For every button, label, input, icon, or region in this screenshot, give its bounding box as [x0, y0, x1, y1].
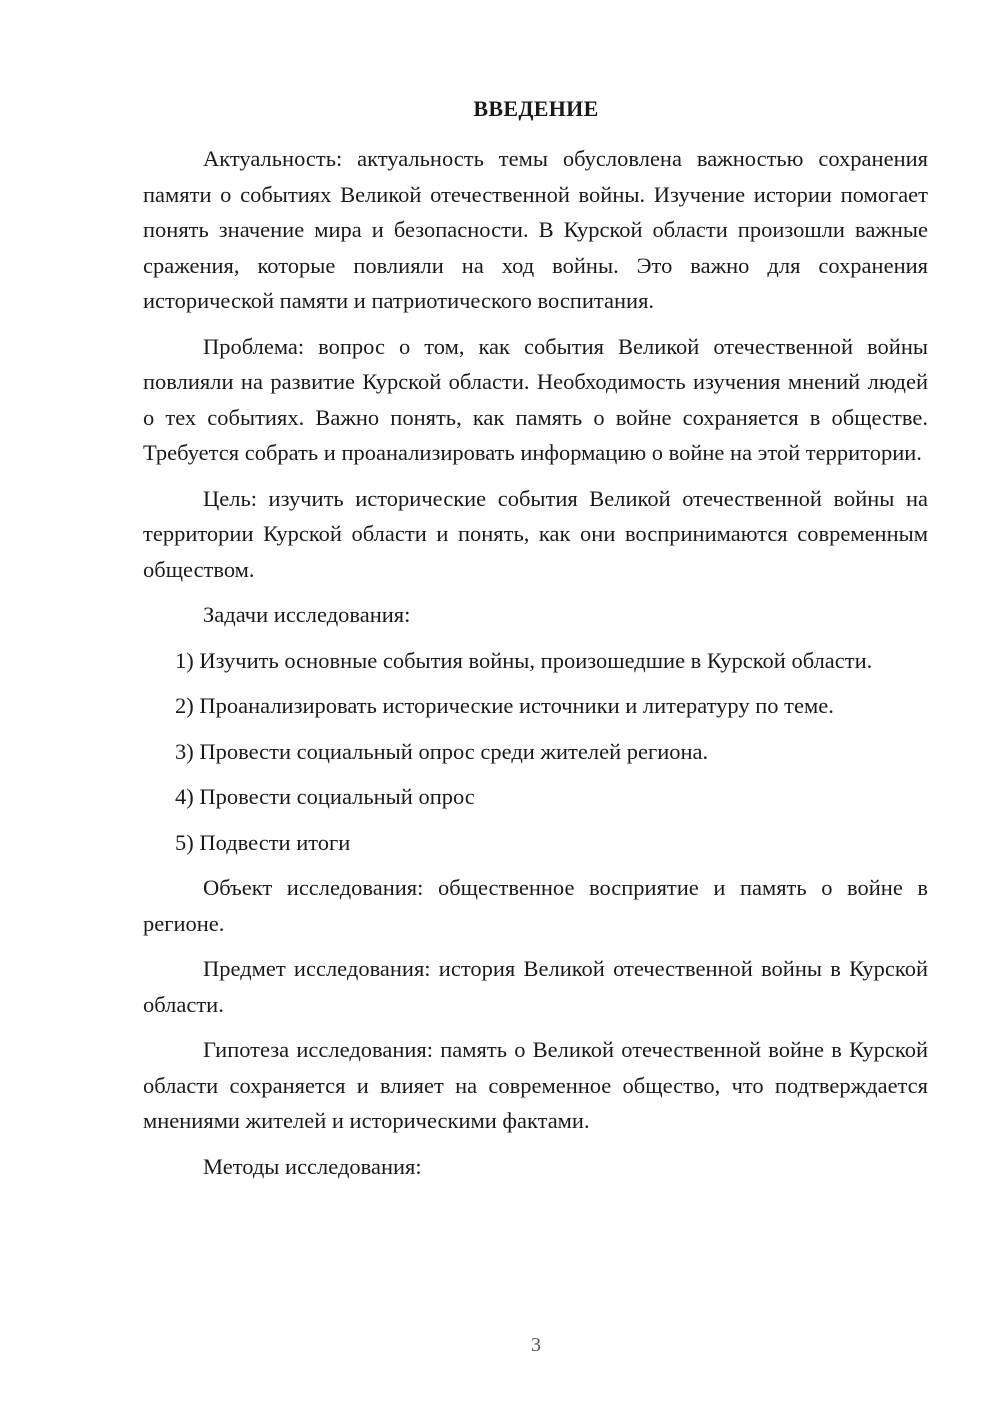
task-item-3: 3) Провести социальный опрос среди жителей региона. — [175, 738, 709, 764]
methods-heading: Методы исследования: — [203, 1153, 422, 1179]
relevance-paragraph: Актуальность: актуальность темы обусловлена важностью сохранения памяти о событиях Великой отечественной войны. Изучение истории помогает понять значение мира и безопасности. В Курской области произошли важные сражения, которые повлияли на ход войны. Это важно для сохранения исторической памяти и патриотического воспитания. — [143, 146, 928, 313]
task-item-2: 2) Проанализировать исторические источники и литературу по теме. — [175, 693, 834, 718]
tasks-heading: Задачи исследования: — [203, 602, 411, 627]
object-paragraph: Объект исследования: общественное восприятие и память о войне в регионе. — [143, 875, 928, 936]
hypothesis-paragraph: Гипотеза исследования: память о Великой отечественной войне в Курской области сохраняется и влияет на современное общество, что подтверждается мнениями жителей и историческими фактами. — [143, 1037, 928, 1133]
page-number: 3 — [531, 1334, 541, 1356]
task-item-5: 5) Подвести итоги — [175, 829, 351, 855]
subject-paragraph: Предмет исследования: история Великой отечественной войны в Курской области. — [143, 956, 928, 1017]
problem-paragraph: Проблема: вопрос о том, как события Великой отечественной войны повлияли на развитие Курской области. Необходимость изучения мнений людей о тех событиях. Важно понять, как память о войне сохраняется в обществе. Требуется собрать и проанализировать информацию о войне на этой территории. — [143, 333, 928, 465]
goal-paragraph: Цель: изучить исторические события Великой отечественной войны на территории Курской области и понять, как они воспринимаются современным обществом. — [143, 485, 928, 582]
document-body — [143, 141, 928, 1194]
page-title: ВВЕДЕНИЕ — [473, 96, 599, 121]
task-item-4: 4) Провести социальный опрос — [175, 784, 475, 809]
task-item-1: 1) Изучить основные события войны, произошедшие в Курской области. — [175, 647, 873, 673]
